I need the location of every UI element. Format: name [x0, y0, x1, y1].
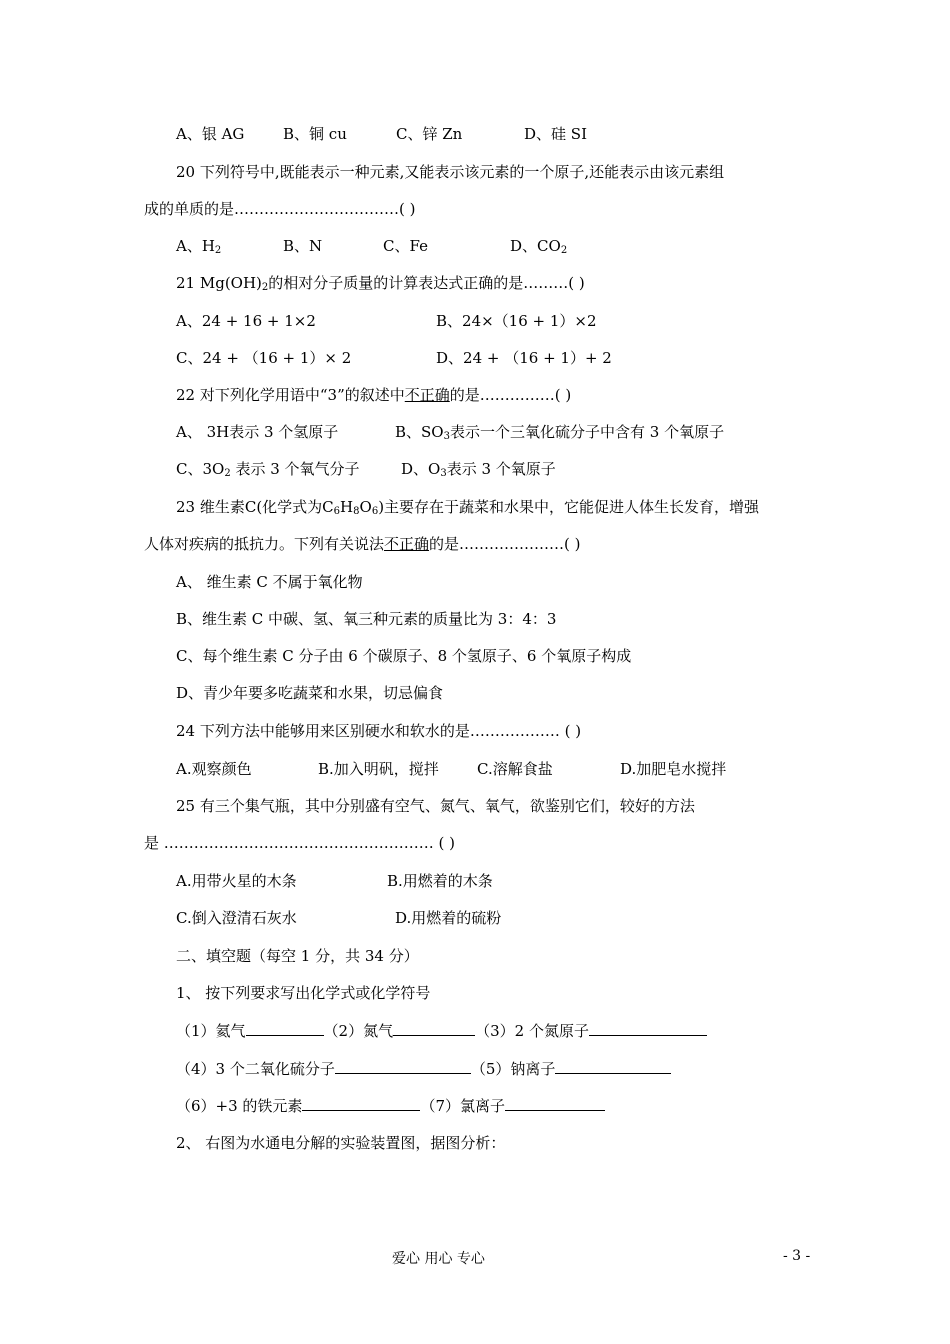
section2-title: 二、填空题（每空 1 分，共 34 分）: [176, 947, 419, 965]
fill-item-1: （1）氦气: [176, 1022, 246, 1040]
q22-stem: 22 对下列化学用语中“3”的叙述中不正确的是……………( ): [176, 386, 572, 404]
fill-q1-stem: 1、 按下列要求写出化学式或化学符号: [176, 984, 431, 1002]
q22-option-b: B、$SO_3$表示一个三氧化硫分子中含有 3 个氧原子: [395, 423, 725, 442]
q23-option-c: C、每个维生素 C 分子由 6 个碳原子、8 个氢原子、6 个氧原子构成: [176, 647, 632, 665]
answer-blank-6[interactable]: [302, 1095, 420, 1111]
fill-item-2: （2）氮气: [323, 1022, 394, 1040]
q23-option-a: A、 维生素 C 不属于氧化物: [176, 573, 363, 591]
answer-blank-7[interactable]: [505, 1095, 605, 1111]
q21-option-b: B、24×（16 + 1）×2: [436, 312, 597, 330]
q19-option-a: A、银 AG: [176, 125, 245, 143]
q24-option-c: C.溶解食盐: [477, 760, 553, 778]
q20-stem-line2: 成的单质的是……………………………( ): [144, 200, 416, 218]
fill-q1-row2: [176, 1058, 671, 1079]
q20-option-b: B、N: [283, 237, 323, 255]
answer-blank-4[interactable]: [335, 1058, 471, 1074]
answer-blank-1[interactable]: [246, 1020, 324, 1036]
q20-option-d: D、$CO_2$: [510, 237, 568, 256]
q25-option-b: B.用燃着的木条: [387, 872, 493, 890]
q24-stem: 24 下列方法中能够用来区别硬水和软水的是……………… ( ): [176, 722, 582, 740]
answer-blank-3[interactable]: [589, 1020, 707, 1036]
q25-stem-line2: 是 ……………………………………………… ( ): [144, 834, 456, 852]
fill-q2-stem: 2、 右图为水通电分解的实验装置图，据图分析：: [176, 1134, 506, 1152]
q23-option-d: D、青少年要多吃蔬菜和水果，切忌偏食: [176, 684, 444, 702]
q23-stem-line1: 23 维生素C(化学式为$C_6H_8O_6$)主要存在于蔬菜和水果中，它能促进人体生长发育，增强: [176, 498, 760, 517]
fill-item-3: （3）2 个氮原子: [475, 1022, 589, 1040]
q19-option-d: D、硅 SI: [524, 125, 587, 143]
q22-option-a: A、 3H表示 3 个氢原子: [176, 423, 339, 441]
fill-item-5: （5）钠离子: [470, 1060, 556, 1078]
q21-stem: 21 $Mg(OH)_2$的相对分子质量的计算表达式正确的是………( ): [176, 274, 585, 293]
q24-option-d: D.加肥皂水搅拌: [620, 760, 727, 778]
q21-option-d: D、24 + （16 + 1）+ 2: [436, 349, 612, 367]
fill-q1-row1: [176, 1020, 707, 1041]
q22-option-d: D、$O_3$表示 3 个氧原子: [401, 460, 556, 479]
q22-option-c: C、$3O_2$ 表示 3 个氧气分子: [176, 460, 360, 479]
q24-option-b: B.加入明矾，搅拌: [318, 760, 439, 778]
fill-item-6: （6）+3 的铁元素: [176, 1097, 303, 1115]
q20-option-a: A、$H_2$: [176, 237, 222, 256]
answer-blank-2[interactable]: [393, 1020, 475, 1036]
fill-item-4: （4）3 个二氧化硫分子: [176, 1060, 335, 1078]
q25-stem-line1: 25 有三个集气瓶，其中分别盛有空气、氮气、氧气，欲鉴别它们，较好的方法: [176, 797, 695, 815]
footer-motto: 爱心 用心 专心: [392, 1251, 485, 1267]
q23-option-b: B、维生素 C 中碳、氢、氧三种元素的质量比为 3：4：3: [176, 610, 557, 628]
q25-option-a: A.用带火星的木条: [176, 872, 297, 890]
q21-option-c: C、24 + （16 + 1）× 2: [176, 349, 352, 367]
page-number: - 3 -: [783, 1248, 811, 1264]
fill-q1-row3: [176, 1095, 605, 1116]
q19-option-b: B、铜 cu: [283, 125, 347, 143]
q20-option-c: C、Fe: [383, 237, 428, 255]
q24-option-a: A.观察颜色: [176, 760, 252, 778]
q25-option-d: D.用燃着的硫粉: [395, 909, 502, 927]
q23-stem-line2: 人体对疾病的抵抗力。下列有关说法不正确的是…………………( ): [144, 535, 581, 553]
fill-item-7: （7）氯离子: [420, 1097, 505, 1115]
q25-option-c: C.倒入澄清石灰水: [176, 909, 297, 927]
q21-option-a: A、24 + 16 + 1×2: [176, 312, 316, 330]
answer-blank-5[interactable]: [555, 1058, 671, 1074]
q19-option-c: C、锌 Zn: [396, 125, 463, 143]
q20-stem-line1: 20 下列符号中,既能表示一种元素,又能表示该元素的一个原子,还能表示由该元素组: [176, 163, 725, 181]
